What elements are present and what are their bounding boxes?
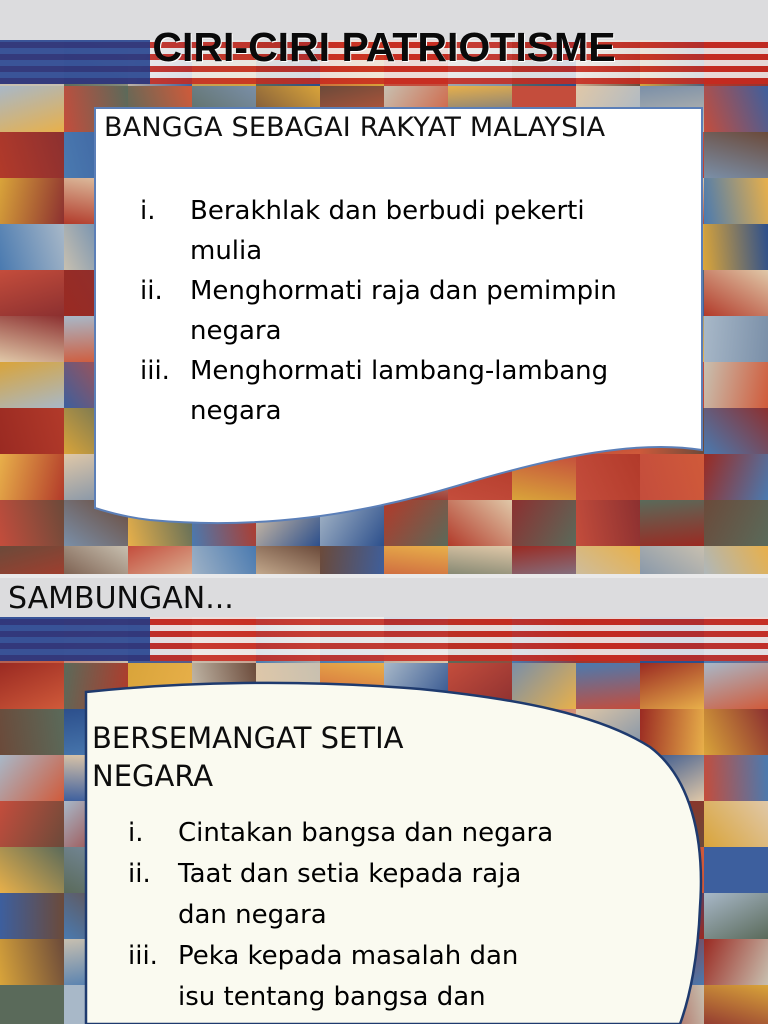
list-item-text: Peka kepada masalah dan <box>178 941 519 971</box>
list-item-text: isu tentang bangsa dan <box>178 982 486 1012</box>
slide-title: CIRI-CIRI PATRIOTISME <box>152 24 616 70</box>
list-item <box>140 351 680 431</box>
slide-divider <box>0 574 768 578</box>
list-item-text: mulia <box>190 236 263 266</box>
list-item-number: ii. <box>128 859 151 889</box>
list-item-text: negara <box>190 316 282 346</box>
list-item-number: ii. <box>140 276 163 306</box>
list-item <box>140 191 680 271</box>
list-item-text: negara <box>190 396 282 426</box>
list-item-text: Taat dan setia kepada raja <box>178 859 522 889</box>
list-item-number: iii. <box>128 941 158 971</box>
list-item <box>140 271 680 351</box>
list-item-number: i. <box>128 818 144 848</box>
heading-line: NEGARA <box>92 759 214 793</box>
list-item <box>128 813 648 854</box>
list-item <box>128 854 648 936</box>
card-heading <box>92 719 492 795</box>
list-item-text: Menghormati lambang-lambang <box>190 356 609 386</box>
points-list <box>140 191 680 431</box>
list-item-text: dan negara <box>178 900 327 930</box>
continuation-label: SAMBUNGAN... <box>8 581 234 616</box>
points-list <box>128 813 648 1018</box>
card-heading: BANGGA SEBAGAI RAKYAT MALAYSIA <box>104 112 606 143</box>
list-item-number: i. <box>140 196 156 226</box>
list-item-text: Cintakan bangsa dan negara <box>178 818 554 848</box>
list-item <box>128 936 648 1018</box>
list-item-text: Berakhlak dan berbudi pekerti <box>190 196 585 226</box>
slide-2 <box>0 577 768 1024</box>
list-item-number: iii. <box>140 356 170 386</box>
list-item-text: Menghormati raja dan pemimpin <box>190 276 617 306</box>
heading-line: BERSEMANGAT SETIA <box>92 721 404 755</box>
